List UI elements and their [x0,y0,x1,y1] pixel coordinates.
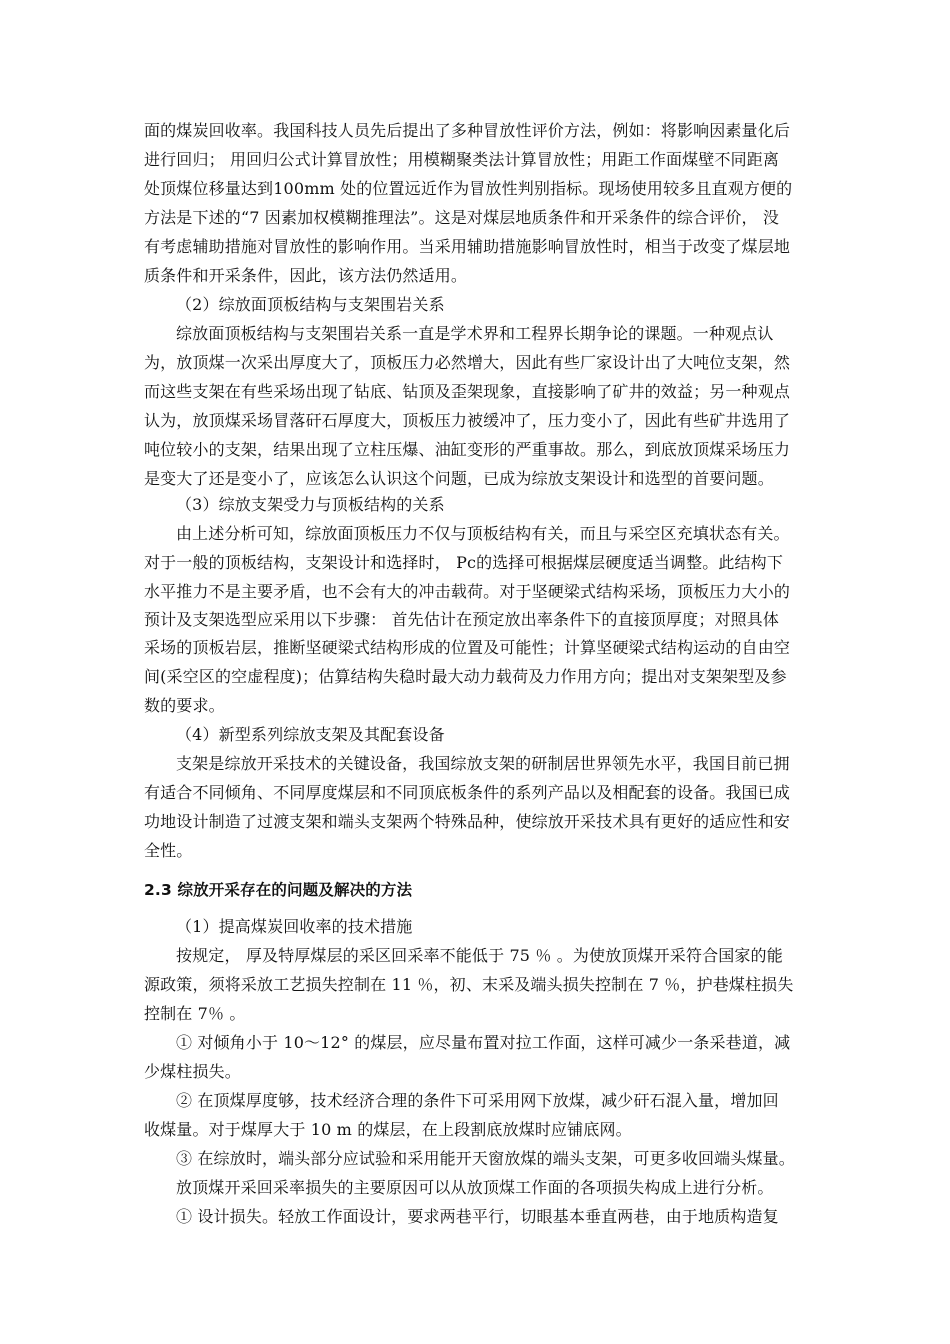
list-item-line: ① 对倾角小于 10～12° 的煤层，应尽量布置对拉工作面，这样可减少一条采巷道，减 [176,1033,791,1052]
subsection-heading: （1）提高煤炭回收率的技术措施 [176,917,413,936]
paragraph-line: 进行回归； 用回归公式计算冒放性；用模糊聚类法计算冒放性；用距工作面煤壁不同距离 [144,150,780,169]
paragraph-line: 对于一般的顶板结构，支架设计和选择时， Pc的选择可根据煤层硬度适当调整。此结构下 [144,553,783,572]
paragraph-line: 面的煤炭回收率。我国科技人员先后提出了多种冒放性评价方法，例如：将影响因素量化后 [144,121,791,140]
paragraph-line: 收煤量。对于煤厚大于 10 m 的煤层，在上段割底放煤时应铺底网。 [144,1120,632,1139]
list-item-line: ③ 在综放时，端头部分应试验和采用能开天窗放煤的端头支架，可更多收回端头煤量。 [176,1149,795,1168]
section-heading: 2.3 综放开采存在的问题及解决的方法 [144,881,413,899]
paragraph-line: 支架是综放开采技术的关键设备，我国综放支架的研制居世界领先水平，我国目前已拥 [176,754,790,773]
subsection-heading: （3）综放支架受力与顶板结构的关系 [176,495,445,514]
paragraph-line: 功地设计制造了过渡支架和端头支架两个特殊品种，使综放开采技术具有更好的适应性和安 [144,812,791,831]
subsection-heading: （4）新型系列综放支架及其配套设备 [176,725,445,744]
paragraph-line: 综放面顶板结构与支架围岩关系一直是学术界和工程界长期争论的课题。一种观点认 [176,324,774,343]
paragraph-line: 处顶煤位移量达到100mm 处的位置远近作为冒放性判别指标。现场使用较多且直观方便的 [144,179,793,198]
paragraph-line: 采场的顶板岩层，推断坚硬梁式结构形成的位置及可能性；计算坚硬梁式结构运动的自由空 [144,638,791,657]
subsection-heading: （2）综放面顶板结构与支架围岩关系 [176,295,445,314]
paragraph-line: 水平推力不是主要矛盾，也不会有大的冲击载荷。对于坚硬梁式结构采场，顶板压力大小的 [144,582,791,601]
paragraph-line: 源政策，须将采放工艺损失控制在 11 ％，初、末采及端头损失控制在 7 ％，护巷煤柱损失 [144,975,794,994]
paragraph-line: 认为，放顶煤采场冒落矸石厚度大，顶板压力被缓冲了，压力变小了，因此有些矿井选用了 [144,411,791,430]
list-item-line: ② 在顶煤厚度够，技术经济合理的条件下可采用网下放煤，减少矸石混入量，增加回 [176,1091,779,1110]
paragraph-line: 按规定， 厚及特厚煤层的采区回采率不能低于 75 ％ 。为使放顶煤开采符合国家的能 [176,946,783,965]
list-item-line: ① 设计损失。轻放工作面设计，要求两巷平行，切眼基本垂直两巷，由于地质构造复 [176,1207,779,1226]
paragraph-line: 间(采空区的空虚程度)；估算结构失稳时最大动力载荷及力作用方向；提出对支架架型及参 [144,667,787,686]
paragraph-line: 少煤柱损失。 [144,1062,241,1081]
paragraph-line: 而这些支架在有些采场出现了钻底、钻顶及歪架现象，直接影响了矿井的效益；另一种观点 [144,382,791,401]
paragraph-line: 有适合不同倾角、不同厚度煤层和不同顶底板条件的系列产品以及相配套的设备。我国已成 [144,783,791,802]
paragraph-line: 是变大了还是变小了，应该怎么认识这个问题，已成为综放支架设计和选型的首要问题。 [144,469,774,488]
paragraph-line: 放顶煤开采回采率损失的主要原因可以从放顶煤工作面的各项损失构成上进行分析。 [176,1178,774,1197]
paragraph-line: 方法是下述的“7 因素加权模糊推理法”。这是对煤层地质条件和开采条件的综合评价， 没 [144,208,780,227]
paragraph-line: 由上述分析可知，综放面顶板压力不仅与顶板结构有关，而且与采空区充填状态有关。 [176,524,790,543]
paragraph-line: 有考虑辅助措施对冒放性的影响作用。当采用辅助措施影响冒放性时，相当于改变了煤层地 [144,237,791,256]
paragraph-line: 数的要求。 [144,696,225,715]
paragraph-line: 全性。 [144,841,193,860]
paragraph-line: 吨位较小的支架，结果出现了立柱压爆、油缸变形的严重事故。那么，到底放顶煤采场压力 [144,440,791,459]
paragraph-line: 质条件和开采条件，因此，该方法仍然适用。 [144,266,468,285]
paragraph-line: 为，放顶煤一次采出厚度大了，顶板压力必然增大，因此有些厂家设计出了大吨位支架，然 [144,353,791,372]
paragraph-line: 预计及支架选型应采用以下步骤： 首先估计在预定放出率条件下的直接顶厚度；对照具体 [144,610,780,629]
paragraph-line: 控制在 7％ 。 [144,1004,246,1023]
